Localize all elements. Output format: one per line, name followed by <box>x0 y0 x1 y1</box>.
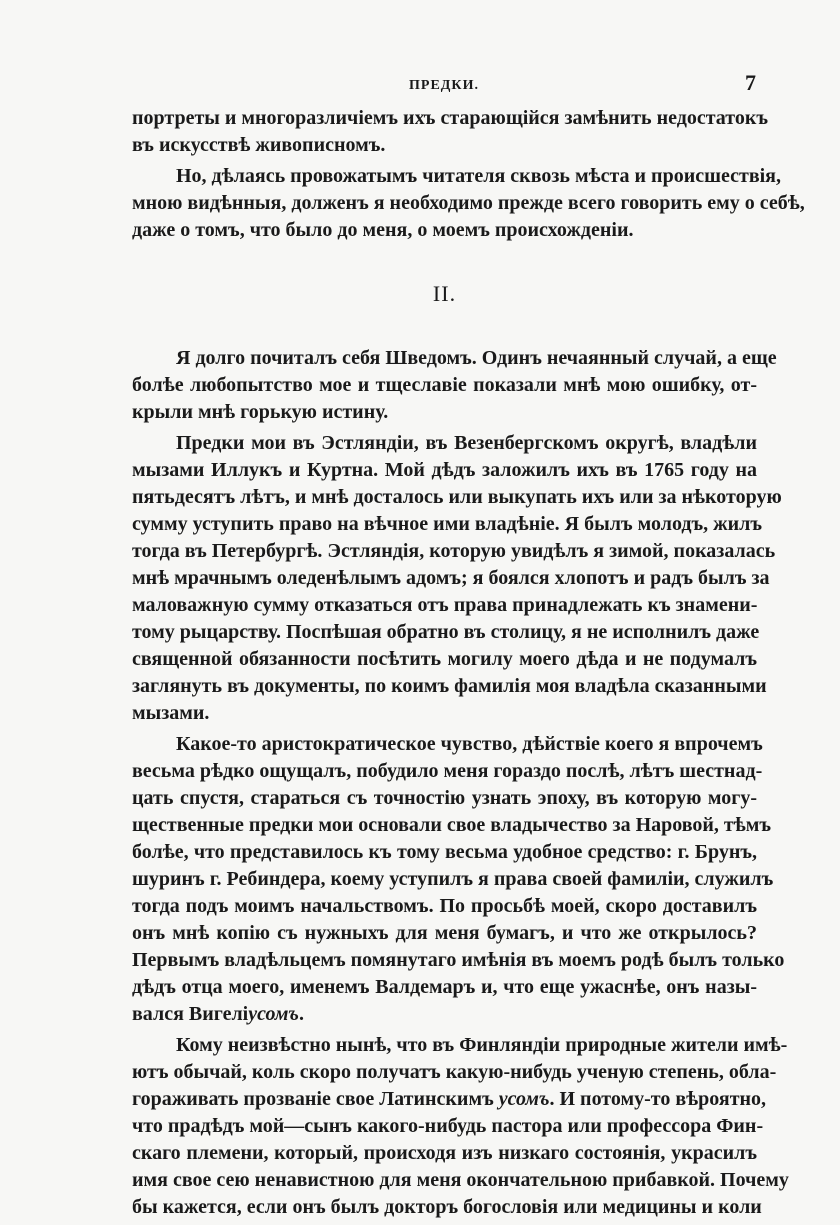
emphasis: усомъ <box>498 1088 550 1110</box>
text-line: Какое-то аристократическое чувство, дѣйствіе коего я впрочемъ <box>176 733 763 755</box>
text-line: тому рыцарству. Поспѣшая обратно въ столицу, я не исполнилъ даже <box>132 621 760 643</box>
text-line: мнѣ мрачнымъ оледенѣлымъ адомъ; я боялся хлопотъ и радъ былъ за <box>132 567 770 589</box>
page-number: 7 <box>745 70 756 95</box>
paragraph <box>132 1032 789 1221</box>
text-line: Я долго почиталъ себя Шведомъ. Одинъ нечаянный случай, а еще <box>176 347 777 369</box>
text-line: тогда подъ моимъ начальствомъ. По просьбѣ моей, скоро доставилъ <box>132 895 757 917</box>
text-line: гораживать прозваніе свое Латинскимъ усомъ. И потому-то вѣроятно, <box>132 1088 767 1110</box>
text-line: скаго племени, который, происходя изъ низкаго состоянія, украсилъ <box>132 1142 757 1164</box>
body-text <box>132 105 805 1225</box>
running-head: ПРЕДКИ. <box>409 78 479 93</box>
text-line: крыли мнѣ горькую истину. <box>132 401 389 423</box>
text-line: что прадѣдъ мой—сынъ какого-нибудь пастора или профессора Фин- <box>132 1115 764 1137</box>
text-line: болѣе, что представилось къ тому весьма удобное средство: г. Брунъ, <box>132 841 757 863</box>
text-line: заглянуть въ документы, по коимъ фамилія моя владѣла сказанными <box>132 675 767 697</box>
emphasis: усомъ <box>248 1003 299 1025</box>
text-line: онъ мнѣ копію съ нужныхъ для меня бумагъ, и что же открылось? <box>132 922 757 944</box>
paragraph <box>132 731 785 1028</box>
text-line: тогда въ Петербургѣ. Эстляндія, которую увидѣлъ я зимой, показалась <box>132 540 776 562</box>
text-line: Первымъ владѣльцемъ помянутаго имѣнія въ моемъ родѣ былъ только <box>132 949 785 971</box>
text-line: болѣе любопытство мое и тщеславіе показали мнѣ мою ошибку, от- <box>132 374 757 396</box>
text-line: даже о томъ, что было до меня, о моемъ происхожденіи. <box>132 219 634 241</box>
text-line: Кому неизвѣстно нынѣ, что въ Финляндіи природные жители имѣ- <box>176 1034 788 1056</box>
text-line: мызами. <box>132 702 210 724</box>
text-line: дѣдъ отца моего, именемъ Валдемаръ и, что еще ужаснѣе, онъ назы- <box>132 976 757 998</box>
paragraph <box>132 430 782 727</box>
text-line: шуринъ г. Ребиндера, коему уступилъ я права своей фамиліи, служилъ <box>132 868 774 890</box>
text-line: мызами Иллукъ и Куртна. Мой дѣдъ заложилъ ихъ въ 1765 году на <box>132 459 757 481</box>
text-line: имя свое сею ненавистною для меня окончательною прибавкой. Почему <box>132 1169 789 1191</box>
text-line: мною видѣнныя, долженъ я необходимо прежде всего говорить ему о себѣ, <box>132 192 805 214</box>
section-heading: II. <box>432 281 457 306</box>
text-line: вался Вигеліусомъ. <box>132 1003 304 1025</box>
text-line: ютъ обычай, коль скоро получатъ какую-нибудь ученую степень, обла- <box>132 1061 777 1083</box>
text-line: бы кажется, если онъ былъ докторъ богословія или медицины и коли <box>132 1196 762 1218</box>
paragraph <box>132 163 805 244</box>
text-line: Но, дѣлаясь провожатымъ читателя сквозь мѣста и происшествія, <box>176 165 781 187</box>
text-line: маловажную сумму отказаться отъ права принадлежать къ знамени- <box>132 594 758 616</box>
paragraph <box>132 105 769 159</box>
text-line: священной обязанности посѣтить могилу моего дѣда и не подумалъ <box>132 648 757 670</box>
text-line: пятьдесятъ лѣтъ, и мнѣ досталось или выкупать ихъ или за нѣкоторую <box>132 486 782 508</box>
page-header <box>132 70 756 100</box>
text-line: Предки мои въ Эстляндіи, въ Везенбергскомъ округѣ, владѣли <box>176 432 757 454</box>
text-line: въ искусствѣ живописномъ. <box>132 134 386 156</box>
text-line: цать спустя, стараться съ точностію узнать эпоху, въ которую могу- <box>132 787 757 809</box>
paragraph <box>132 345 777 426</box>
text-line: щественные предки мои основали свое владычество за Наровой, тѣмъ <box>132 814 772 836</box>
text-line: сумму уступить право на вѣчное ими владѣніе. Я былъ молодъ, жилъ <box>132 513 763 535</box>
text-line: портреты и многоразличіемъ ихъ старающійся замѣнить недостатокъ <box>132 107 769 129</box>
text-line: весьма рѣдко ощущалъ, побудило меня гораздо послѣ, лѣтъ шестнад- <box>132 760 763 782</box>
